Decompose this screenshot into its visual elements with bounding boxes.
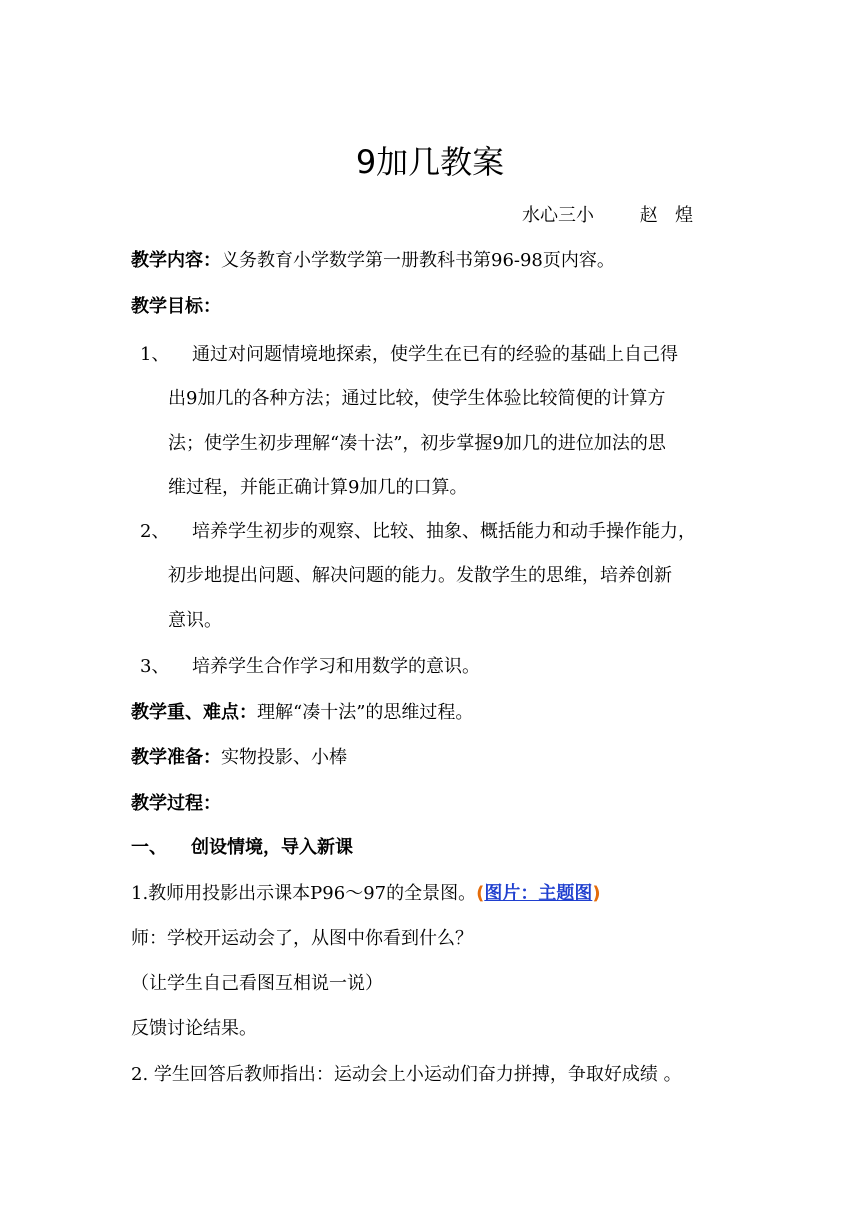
theme-picture-link-text[interactable]: 图片：主题图 bbox=[484, 883, 593, 904]
section-1-heading bbox=[131, 833, 353, 863]
goal-item-1-line-4: 维过程，并能正确计算9加几的口算。 bbox=[168, 477, 468, 498]
goal-item-3-first-line bbox=[140, 652, 480, 682]
goal-item-1-line-3: 法；使学生初步理解“凑十法”，初步掌握9加几的进位加法的思 bbox=[168, 433, 666, 454]
preparation-label: 教学准备： bbox=[131, 747, 221, 768]
theme-picture-link[interactable] bbox=[476, 883, 600, 904]
goal-item-1-first-line bbox=[140, 340, 678, 370]
teaching-content bbox=[131, 246, 615, 276]
preparation-text: 实物投影、小棒 bbox=[221, 747, 347, 768]
goal-item-2-number: 2、 bbox=[140, 521, 170, 542]
process-line-3: （让学生自己看图互相说一说） bbox=[131, 973, 383, 994]
author-line: 水心三小 赵 煌 bbox=[522, 205, 693, 226]
section-1-title: 创设情境，导入新课 bbox=[191, 837, 353, 858]
goal-item-2-line-2: 初步地提出问题、解决问题的能力。发散学生的思维，培养创新 bbox=[168, 565, 672, 586]
process-line-1 bbox=[131, 879, 601, 909]
document-title: 9加几教案 bbox=[355, 143, 505, 181]
teaching-process-label: 教学过程： bbox=[131, 793, 221, 814]
section-1-number: 一、 bbox=[131, 837, 167, 858]
process-line-1-text: 1.教师用投影出示课本P96～97的全景图。 bbox=[131, 883, 477, 904]
key-points bbox=[131, 698, 473, 728]
goal-item-3-line-1: 培养学生合作学习和用数学的意识。 bbox=[192, 656, 480, 677]
key-points-label: 教学重、难点： bbox=[131, 702, 257, 723]
goal-item-1-line-2: 出9加几的各种方法；通过比较，使学生体验比较简便的计算方 bbox=[168, 388, 666, 409]
goal-item-1-number: 1、 bbox=[140, 344, 170, 365]
goal-item-2-line-1: 培养学生初步的观察、比较、抽象、概括能力和动手操作能力， bbox=[192, 521, 696, 542]
teaching-preparation bbox=[131, 743, 347, 773]
link-close-paren: ) bbox=[592, 883, 601, 904]
teaching-goals-label: 教学目标： bbox=[131, 296, 221, 317]
process-line-4: 反馈讨论结果。 bbox=[131, 1018, 257, 1039]
goal-item-3-number: 3、 bbox=[140, 656, 170, 677]
process-line-2: 师：学校开运动会了，从图中你看到什么？ bbox=[131, 928, 473, 949]
key-points-text: 理解“凑十法”的思维过程。 bbox=[257, 702, 474, 723]
goal-item-2-first-line bbox=[140, 517, 696, 547]
teaching-content-label: 教学内容： bbox=[131, 250, 221, 271]
goal-item-2-line-3: 意识。 bbox=[168, 610, 222, 631]
link-open-paren: ( bbox=[476, 883, 485, 904]
goal-item-1-line-1: 通过对问题情境地探索，使学生在已有的经验的基础上自己得 bbox=[192, 344, 678, 365]
process-line-5: 2. 学生回答后教师指出：运动会上小运动们奋力拼搏，争取好成绩 。 bbox=[131, 1064, 682, 1085]
teaching-content-text: 义务教育小学数学第一册教科书第96-98页内容。 bbox=[221, 250, 615, 271]
